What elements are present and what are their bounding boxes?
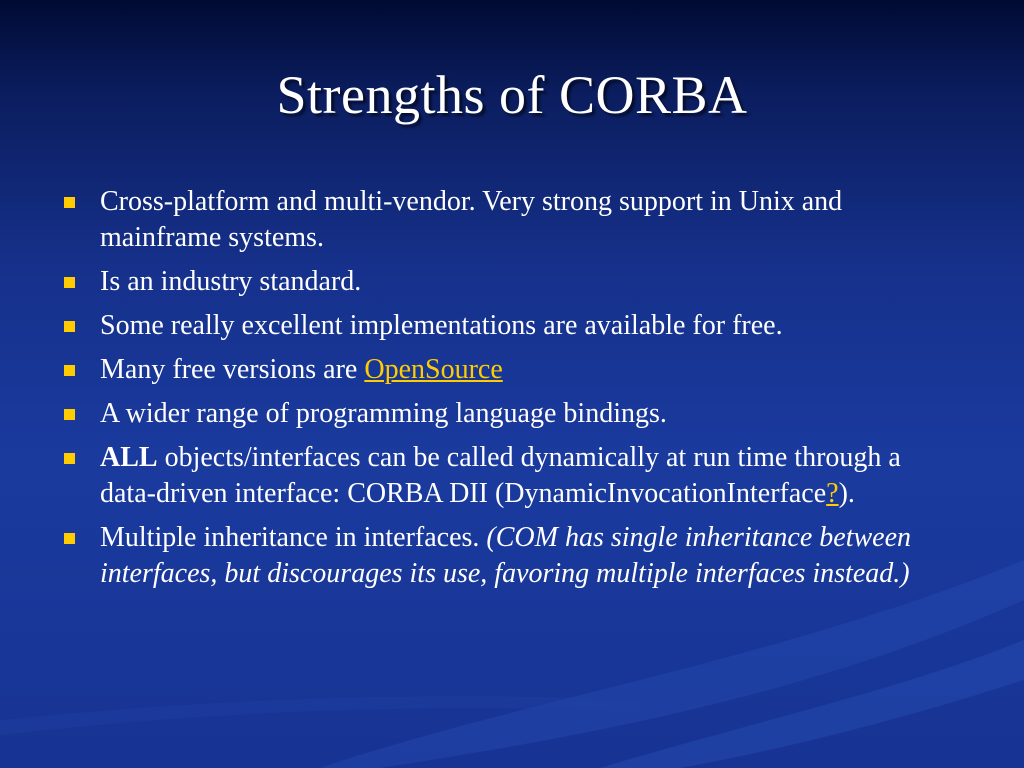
- bullet-item: [62, 264, 942, 300]
- bullet-italic-note: (COM has single inheritance between interfaces, but discourages its use, favoring multiple interfaces instead.): [100, 522, 912, 589]
- bullet-item: [62, 184, 942, 256]
- bullet-item: [62, 520, 942, 592]
- bullet-text: Some really excellent implementations are available for free.: [100, 310, 783, 341]
- bullet-text: Multiple inheritance in interfaces.: [100, 522, 487, 553]
- square-bullet-icon: [64, 453, 75, 464]
- bullet-text: Is an industry standard.: [100, 266, 362, 297]
- square-bullet-icon: [64, 197, 75, 208]
- bullet-text-after: ).: [838, 478, 855, 509]
- square-bullet-icon: [64, 277, 75, 288]
- square-bullet-icon: [64, 533, 75, 544]
- bullet-text: A wider range of programming language bindings.: [100, 398, 667, 429]
- bullet-item: [62, 396, 942, 432]
- opensource-link[interactable]: OpenSource: [364, 354, 503, 385]
- bullet-text: objects/interfaces can be called dynamically at run time through a data-driven interface: CORBA DII (DynamicInvocationInterface: [100, 442, 901, 509]
- square-bullet-icon: [64, 321, 75, 332]
- bullet-text: Many free versions are: [100, 354, 365, 385]
- bullet-text: Cross-platform and multi-vendor. Very strong support in Unix and mainframe systems.: [100, 186, 843, 253]
- question-link[interactable]: ?: [826, 478, 839, 509]
- bullet-item: [62, 308, 942, 344]
- slide-title: Strengths of CORBA: [276, 65, 748, 125]
- square-bullet-icon: [64, 365, 75, 376]
- square-bullet-icon: [64, 409, 75, 420]
- bullet-bold-text: ALL: [100, 442, 158, 473]
- bullet-list: [62, 184, 942, 600]
- bullet-item: [62, 440, 942, 512]
- bullet-item: [62, 352, 942, 388]
